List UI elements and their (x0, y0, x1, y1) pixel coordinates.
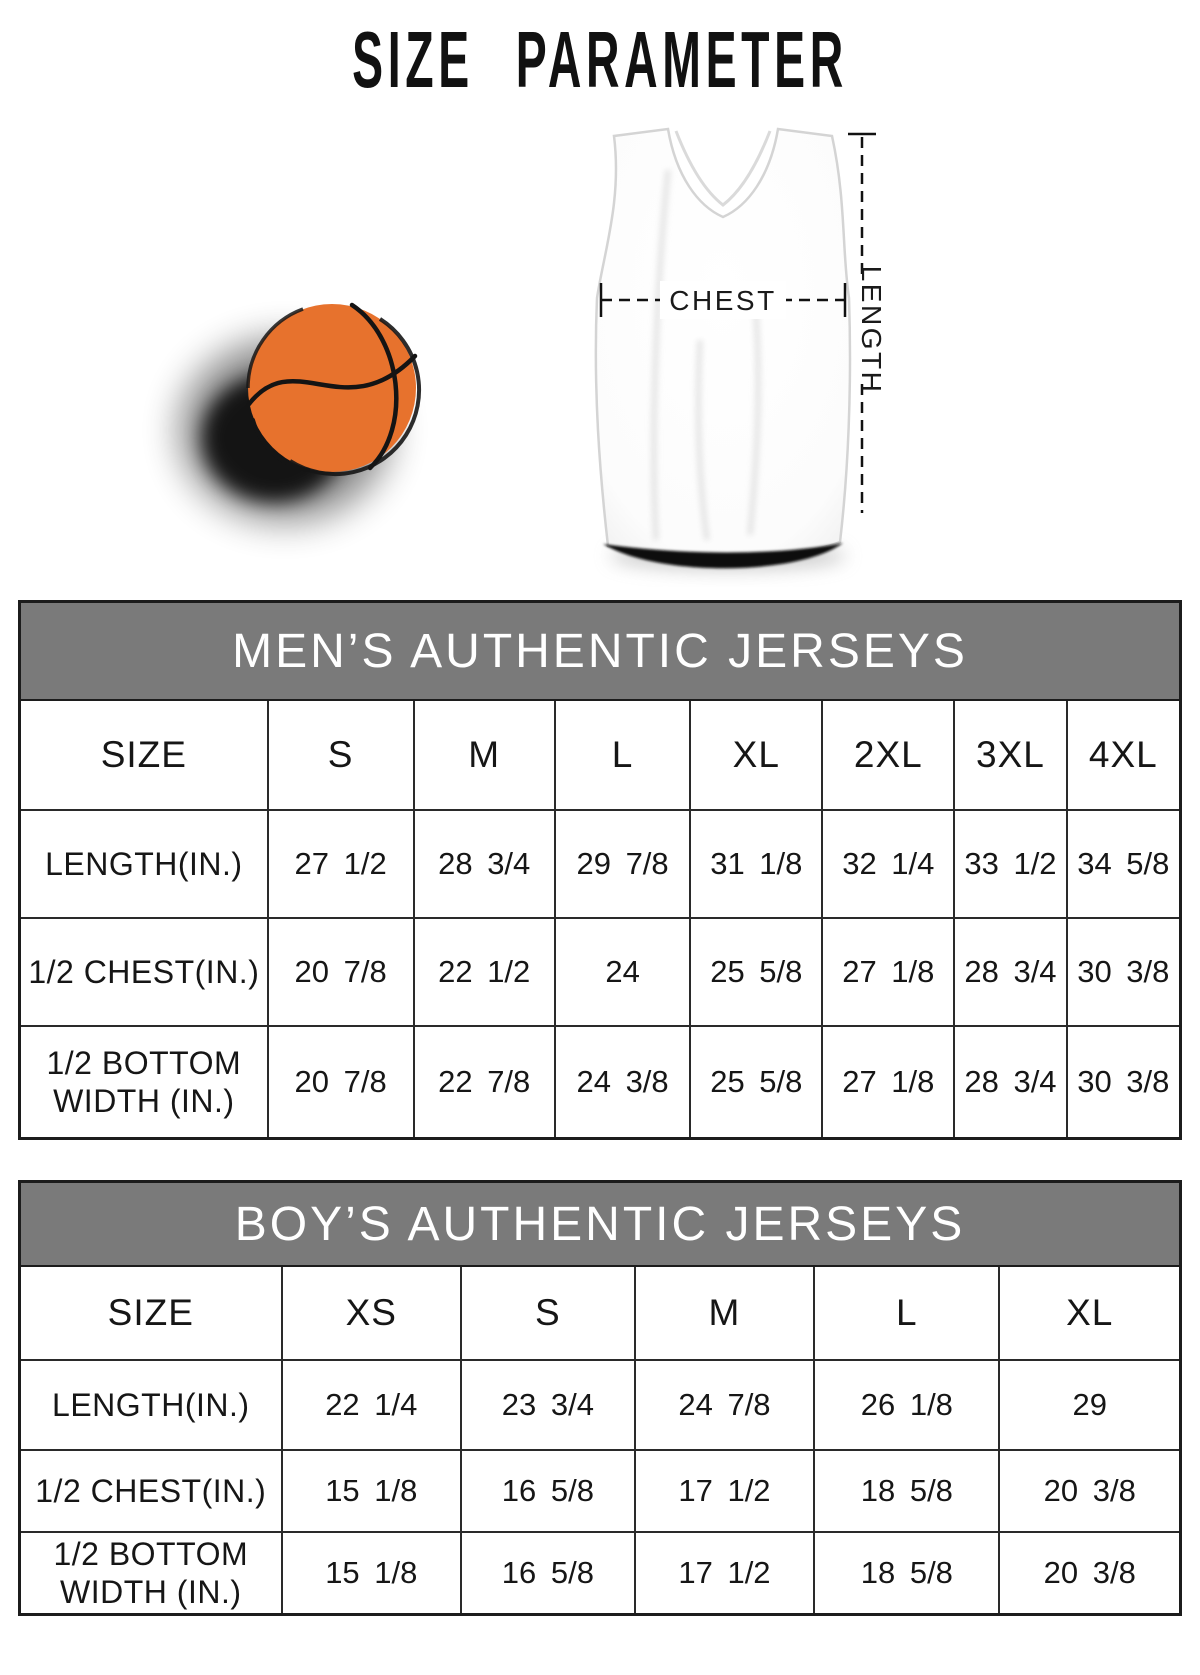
jersey-body (596, 129, 850, 558)
value-cell: 28 3/4 (954, 1026, 1066, 1137)
value-cell: 20 7/8 (268, 918, 414, 1026)
length-label: LENGTH (856, 265, 887, 395)
value-cell: 18 5/8 (814, 1450, 999, 1532)
value-cell: 33 1/2 (954, 810, 1066, 918)
boys-table-title: BOY’S AUTHENTIC JERSEYS (234, 1197, 966, 1251)
size-col-header: L (555, 701, 690, 810)
size-col-header: SIZE (21, 1267, 282, 1360)
row-label-cell (21, 1532, 282, 1613)
value-cell: 32 1/4 (822, 810, 954, 918)
value-cell: 27 1/2 (268, 810, 414, 918)
row-label-cell (21, 1360, 282, 1450)
boys-bottom-width-row (21, 1532, 1179, 1613)
value-cell: 23 3/4 (461, 1360, 635, 1450)
row-label-line1: 1/2 BOTTOM (46, 1044, 242, 1081)
size-col-header: XL (999, 1267, 1179, 1360)
boys-size-table (18, 1180, 1182, 1616)
size-col-header: XS (282, 1267, 461, 1360)
value-cell: 28 3/4 (414, 810, 555, 918)
row-label-cell (21, 918, 268, 1026)
page-title: SIZE PARAMETER (352, 15, 848, 104)
mens-bottom-width-row (21, 1026, 1179, 1137)
size-col-header: 4XL (1067, 701, 1179, 810)
row-label-line1: LENGTH(IN.) (52, 1386, 250, 1423)
hero-illustration (0, 90, 1200, 610)
value-cell: 30 3/8 (1067, 1026, 1179, 1137)
value-cell: 17 1/2 (635, 1532, 814, 1613)
row-label-line2: WIDTH (IN.) (53, 1083, 235, 1119)
value-cell: 16 5/8 (461, 1532, 635, 1613)
value-cell: 34 5/8 (1067, 810, 1179, 918)
value-cell: 27 1/8 (822, 1026, 954, 1137)
value-cell: 20 7/8 (268, 1026, 414, 1137)
value-cell: 25 5/8 (690, 1026, 822, 1137)
value-cell: 31 1/8 (690, 810, 822, 918)
value-cell: 24 7/8 (635, 1360, 814, 1450)
value-cell: 28 3/4 (954, 918, 1066, 1026)
value-cell: 24 3/8 (555, 1026, 690, 1137)
row-label-cell (21, 1026, 268, 1137)
chest-label: CHEST (669, 285, 777, 316)
boys-size-grid (21, 1267, 1179, 1613)
value-cell: 29 (999, 1360, 1179, 1450)
value-cell: 24 (555, 918, 690, 1026)
mens-size-grid (21, 701, 1179, 1137)
value-cell: 18 5/8 (814, 1532, 999, 1613)
value-cell: 22 1/4 (282, 1360, 461, 1450)
value-cell: 16 5/8 (461, 1450, 635, 1532)
row-label-line1: 1/2 CHEST(IN.) (28, 953, 260, 990)
jersey-illustration (596, 129, 850, 570)
value-cell: 29 7/8 (555, 810, 690, 918)
mens-size-table (18, 600, 1182, 1140)
value-cell: 22 1/2 (414, 918, 555, 1026)
size-col-header: S (461, 1267, 635, 1360)
value-cell: 25 5/8 (690, 918, 822, 1026)
row-label-line2: WIDTH (IN.) (60, 1574, 242, 1610)
size-col-header: 2XL (822, 701, 954, 810)
row-label-line1: 1/2 BOTTOM (53, 1535, 249, 1572)
size-col-header: 3XL (954, 701, 1066, 810)
mens-table-title: MEN’S AUTHENTIC JERSEYS (232, 624, 968, 678)
value-cell: 17 1/2 (635, 1450, 814, 1532)
value-cell: 20 3/8 (999, 1450, 1179, 1532)
value-cell: 30 3/8 (1067, 918, 1179, 1026)
mens-chest-row (21, 918, 1179, 1026)
boys-chest-row (21, 1450, 1179, 1532)
mens-header-row (21, 701, 1179, 810)
row-label-cell (21, 810, 268, 918)
value-cell: 27 1/8 (822, 918, 954, 1026)
length-measure-line (848, 134, 887, 513)
value-cell: 15 1/8 (282, 1450, 461, 1532)
mens-table-title-band (21, 603, 1179, 701)
boys-header-row (21, 1267, 1179, 1360)
size-col-header: S (268, 701, 414, 810)
row-label-line1: 1/2 CHEST(IN.) (35, 1472, 267, 1509)
size-col-header: M (635, 1267, 814, 1360)
value-cell: 26 1/8 (814, 1360, 999, 1450)
value-cell: 20 3/8 (999, 1532, 1179, 1613)
row-label-cell (21, 1450, 282, 1532)
boys-length-row (21, 1360, 1179, 1450)
size-col-header: XL (690, 701, 822, 810)
size-col-header: SIZE (21, 701, 268, 810)
value-cell: 15 1/8 (282, 1532, 461, 1613)
mens-length-row (21, 810, 1179, 918)
size-col-header: L (814, 1267, 999, 1360)
row-label-line1: LENGTH(IN.) (45, 845, 243, 882)
value-cell: 22 7/8 (414, 1026, 555, 1137)
size-col-header: M (414, 701, 555, 810)
boys-table-title-band (21, 1183, 1179, 1267)
